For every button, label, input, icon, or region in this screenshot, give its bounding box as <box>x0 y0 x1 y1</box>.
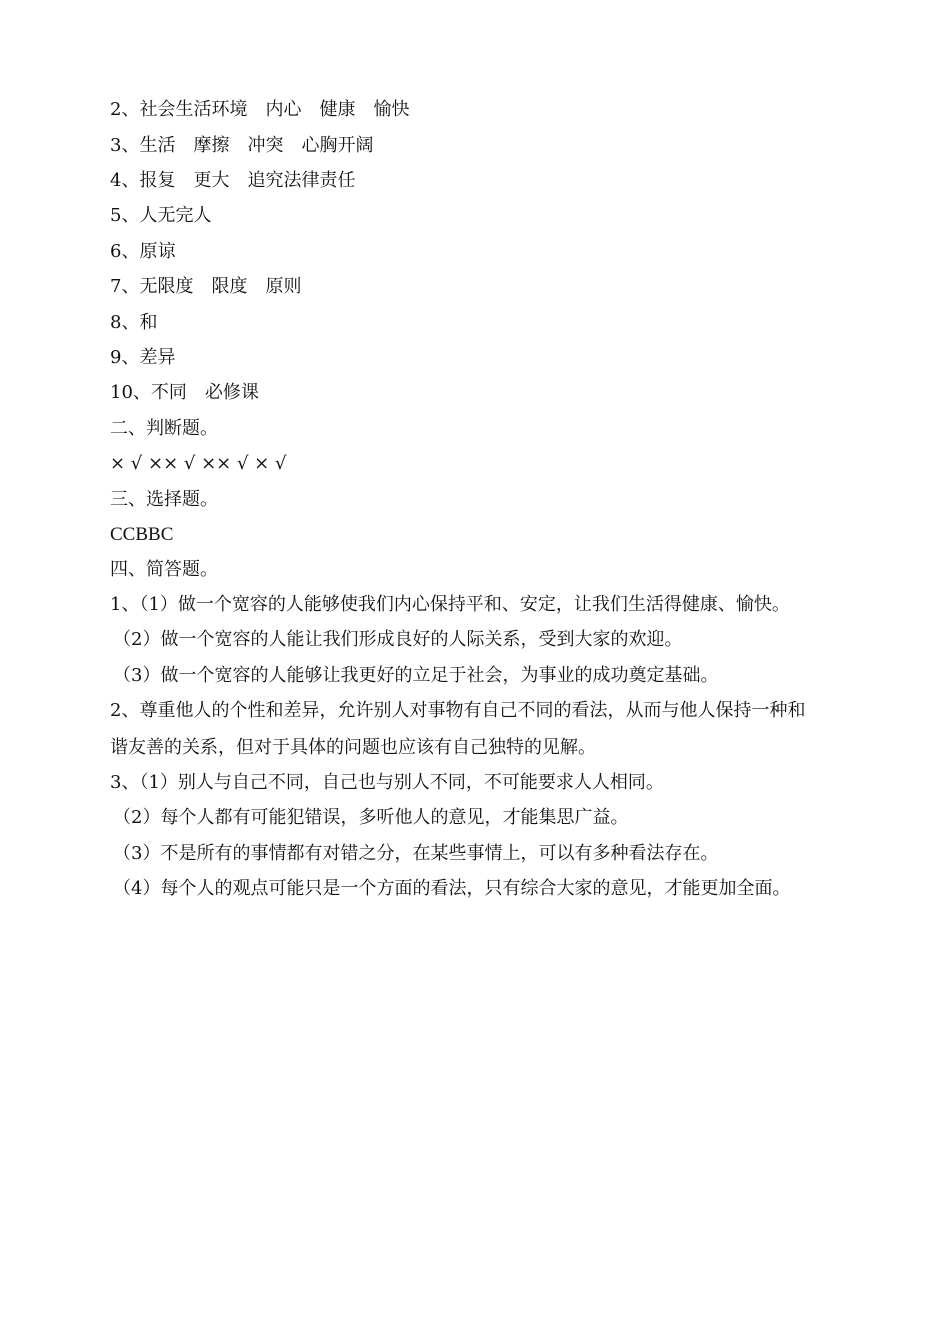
short-answer-q1-line-3: （3）做一个宽容的人能够让我更好的立足于社会，为事业的成功奠定基础。 <box>113 665 719 686</box>
fill-answer-8: 8、和 <box>110 312 158 333</box>
fill-answer-9: 9、差异 <box>110 347 176 368</box>
fill-answer-2: 2、社会生活环境 内心 健康 愉快 <box>110 99 410 120</box>
short-answer-q2-line-2: 谐友善的关系，但对于具体的问题也应该有自己独特的见解。 <box>110 737 596 758</box>
short-answer-q3-line-4: （4）每个人的观点可能只是一个方面的看法，只有综合大家的意见，才能更加全面。 <box>113 878 791 899</box>
fill-answer-5: 5、人无完人 <box>110 205 212 226</box>
choice-answers: CCBBC <box>110 524 174 545</box>
short-answer-q3-line-1: 3、（1）别人与自己不同，自己也与别人不同，不可能要求人人相同。 <box>110 772 664 793</box>
fill-answer-10: 10、不同 必修课 <box>110 382 259 403</box>
short-answer-heading: 四、简答题。 <box>110 559 218 580</box>
judge-heading: 二、判断题。 <box>110 418 218 439</box>
fill-answer-4: 4、报复 更大 追究法律责任 <box>110 170 356 191</box>
fill-answer-7: 7、无限度 限度 原则 <box>110 276 302 297</box>
short-answer-q2-line-1: 2、尊重他人的个性和差异，允许别人对事物有自己不同的看法，从而与他人保持一种和 <box>110 700 806 721</box>
short-answer-q1-line-2: （2）做一个宽容的人能让我们形成良好的人际关系，受到大家的欢迎。 <box>113 629 683 650</box>
judge-answers: × √ ×× √ ×× √ × √ <box>110 453 287 474</box>
fill-answer-6: 6、原谅 <box>110 241 176 262</box>
short-answer-q3-line-3: （3）不是所有的事情都有对错之分，在某些事情上，可以有多种看法存在。 <box>113 843 719 864</box>
choice-heading: 三、选择题。 <box>110 489 218 510</box>
fill-answer-3: 3、生活 摩擦 冲突 心胸开阔 <box>110 135 374 156</box>
short-answer-q1-line-1: 1、（1）做一个宽容的人能够使我们内心保持平和、安定，让我们生活得健康、愉快。 <box>110 594 790 615</box>
short-answer-q3-line-2: （2）每个人都有可能犯错误，多听他人的意见，才能集思广益。 <box>113 807 629 828</box>
